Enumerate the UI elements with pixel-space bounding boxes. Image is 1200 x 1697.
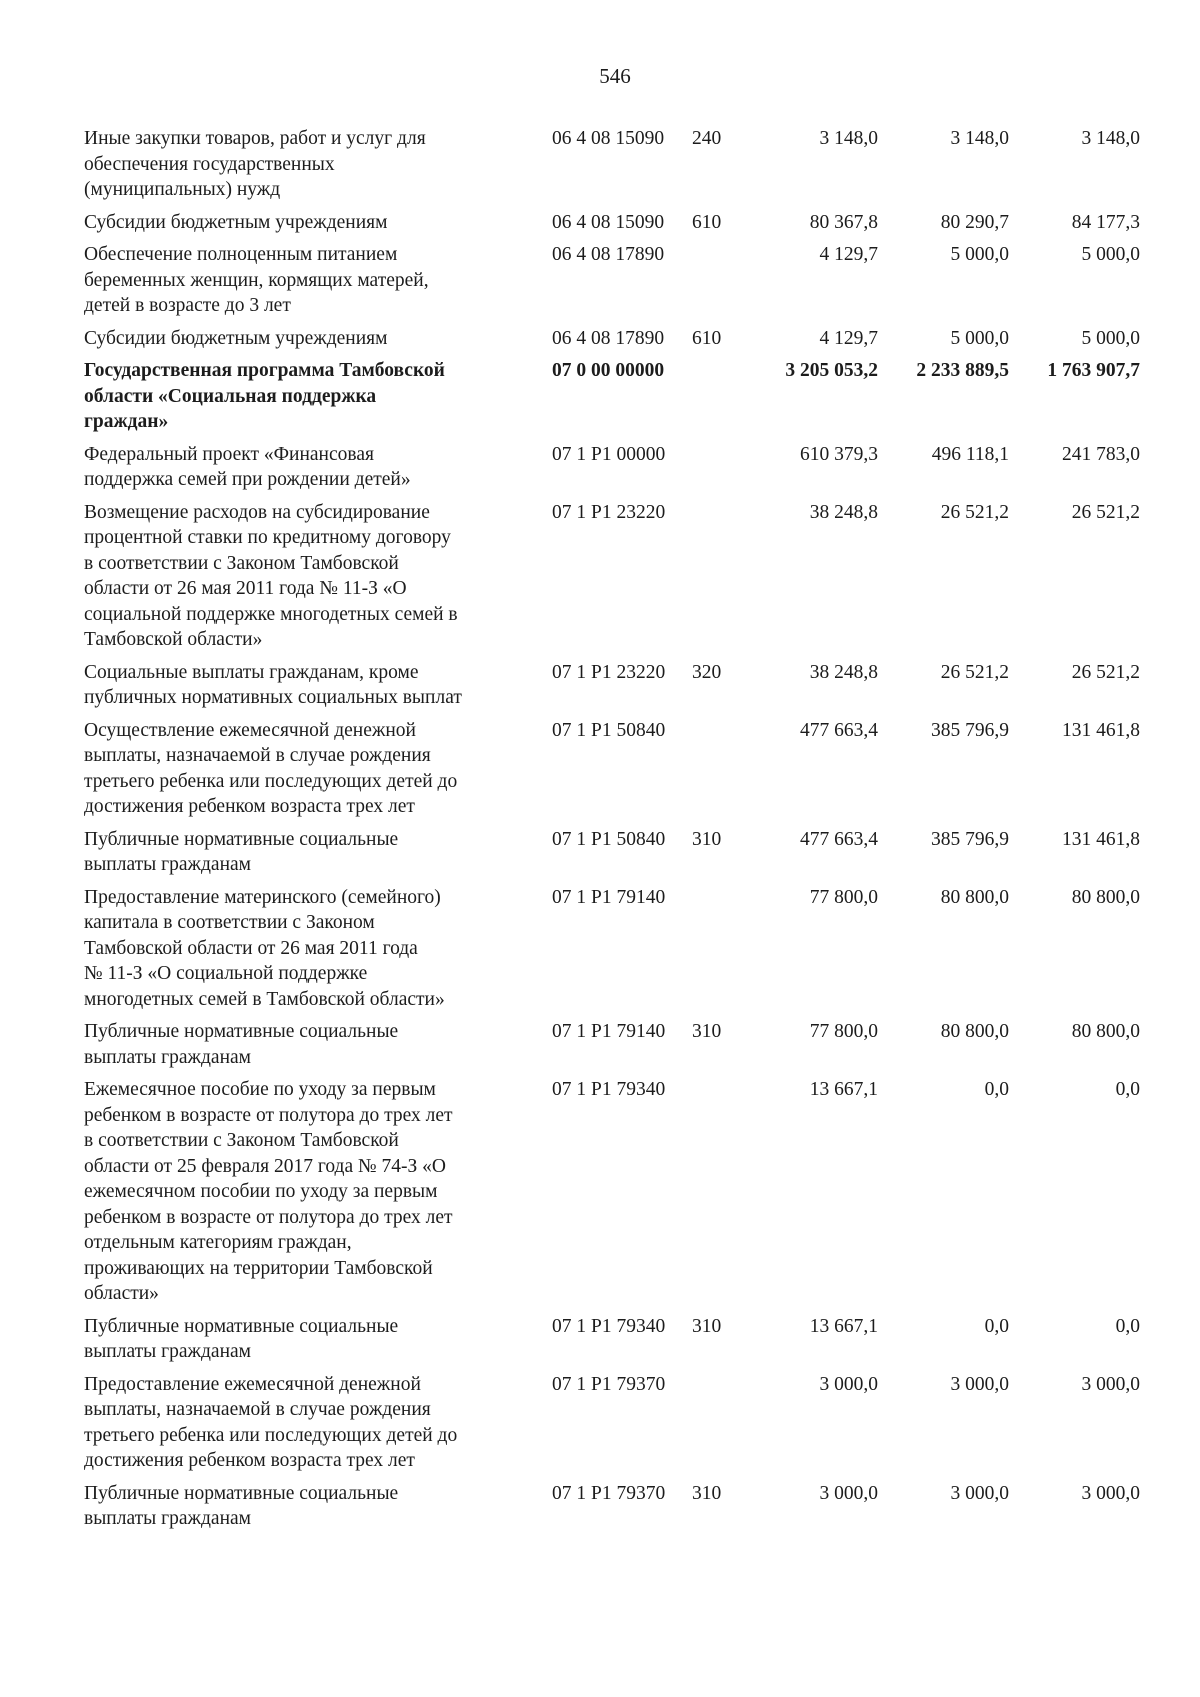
row-expense-type: 310: [692, 1315, 722, 1337]
row-amount-year-1: 38 248,8: [809, 501, 878, 523]
row-target-code: 07 1 P1 79370: [552, 1482, 666, 1504]
row-name: Предоставление ежемесячной денежной выплаты, назначаемой в случае рождения третьего ребенка или последующих детей до достижения ребенком возраста трех лет: [84, 1373, 458, 1471]
row-target-code: 07 0 00 00000: [552, 360, 665, 381]
row-name: Возмещение расходов на субсидирование процентной ставки по кредитному договору в соответствии с Законом Тамбовской области от 26 мая 2011 года № 11-З «О социальной поддержке многодетных семей в Тамбовской области»: [84, 501, 458, 650]
row-expense-type: 310: [692, 1021, 722, 1042]
row-amount-year-1: 3 148,0: [819, 128, 878, 149]
row-name: Публичные нормативные социальные выплаты гражданам: [84, 1315, 399, 1362]
row-amount-year-3: 0,0: [1115, 1079, 1140, 1100]
row-amount-year-2: 2 233 889,5: [916, 360, 1009, 381]
table-row: [84, 1019, 1162, 1070]
row-amount-year-1: 4 129,7: [819, 244, 878, 265]
table-row: [84, 1077, 1162, 1307]
row-name: Социальные выплаты гражданам, кроме публичных нормативных социальных выплат: [84, 661, 462, 708]
table-row: [84, 718, 1162, 820]
row-amount-year-1: 77 800,0: [809, 886, 878, 908]
row-amount-year-2: 3 000,0: [950, 1373, 1009, 1395]
row-expense-type: 240: [692, 128, 722, 149]
table-row: [84, 827, 1162, 878]
row-amount-year-1: 38 248,8: [809, 661, 878, 683]
row-target-code: 07 1 P1 00000: [552, 443, 666, 465]
row-name: Публичные нормативные социальные выплаты гражданам: [84, 828, 399, 875]
row-target-code: 07 1 P1 50840: [552, 719, 666, 741]
row-amount-year-1: 4 129,7: [819, 327, 878, 349]
page-number: 546: [599, 64, 631, 88]
row-amount-year-2: 26 521,2: [940, 501, 1009, 523]
row-amount-year-1: 3 205 053,2: [785, 360, 878, 381]
row-amount-year-3: 131 461,8: [1062, 719, 1140, 741]
row-amount-year-3: 3 000,0: [1081, 1373, 1140, 1395]
row-target-code: 06 4 08 17890: [552, 327, 665, 349]
row-amount-year-3: 26 521,2: [1071, 501, 1140, 523]
row-amount-year-1: 13 667,1: [809, 1315, 878, 1337]
table-row: [84, 242, 1162, 319]
row-name: Субсидии бюджетным учреждениям: [84, 327, 388, 349]
row-amount-year-1: 477 663,4: [800, 828, 878, 850]
row-name: Иные закупки товаров, работ и услуг для обеспечения государственных (муниципальных) нужд: [84, 128, 426, 200]
row-target-code: 06 4 08 17890: [552, 244, 665, 265]
row-amount-year-2: 5 000,0: [950, 327, 1009, 349]
row-name: Федеральный проект «Финансовая поддержка семей при рождении детей»: [84, 443, 411, 490]
row-amount-year-3: 0,0: [1115, 1315, 1140, 1337]
row-target-code: 07 1 P1 50840: [552, 828, 666, 850]
row-amount-year-1: 80 367,8: [809, 211, 878, 233]
row-target-code: 07 1 P1 23220: [552, 501, 666, 523]
row-amount-year-2: 5 000,0: [950, 244, 1009, 265]
row-amount-year-2: 0,0: [984, 1315, 1009, 1337]
row-amount-year-3: 80 800,0: [1071, 886, 1140, 908]
row-amount-year-3: 5 000,0: [1081, 327, 1140, 349]
table-row: [84, 660, 1162, 711]
table-row: [84, 358, 1162, 435]
row-amount-year-2: 80 800,0: [940, 886, 1009, 908]
row-expense-type: 610: [692, 211, 722, 233]
row-target-code: 07 1 P1 79340: [552, 1079, 666, 1100]
row-amount-year-3: 1 763 907,7: [1047, 360, 1140, 381]
row-target-code: 06 4 08 15090: [552, 128, 665, 149]
row-amount-year-1: 610 379,3: [800, 443, 878, 465]
row-name: Обеспечение полноценным питанием беременных женщин, кормящих матерей, детей в возрасте до 3 лет: [84, 244, 429, 316]
row-amount-year-3: 26 521,2: [1071, 661, 1140, 683]
row-target-code: 06 4 08 15090: [552, 211, 665, 233]
row-amount-year-2: 0,0: [984, 1079, 1009, 1100]
row-amount-year-2: 3 148,0: [950, 128, 1009, 149]
table-row: [84, 500, 1162, 653]
table-row: [84, 1314, 1162, 1365]
row-amount-year-2: 385 796,9: [931, 719, 1009, 741]
table-row: [84, 885, 1162, 1013]
row-expense-type: 320: [692, 661, 722, 683]
row-amount-year-2: 80 800,0: [940, 1021, 1009, 1042]
row-amount-year-2: 3 000,0: [950, 1482, 1009, 1504]
row-amount-year-3: 3 000,0: [1081, 1482, 1140, 1504]
row-amount-year-3: 5 000,0: [1081, 244, 1140, 265]
row-amount-year-1: 477 663,4: [800, 719, 878, 741]
row-amount-year-1: 3 000,0: [819, 1482, 878, 1504]
row-expense-type: 310: [692, 1482, 722, 1504]
row-amount-year-3: 131 461,8: [1062, 828, 1140, 850]
row-name: Осуществление ежемесячной денежной выплаты, назначаемой в случае рождения третьего ребенка или последующих детей до достижения ребенком возраста трех лет: [84, 719, 458, 817]
row-expense-type: 610: [692, 327, 722, 349]
row-amount-year-2: 80 290,7: [940, 211, 1009, 233]
table-row: [84, 442, 1162, 493]
row-amount-year-3: 80 800,0: [1071, 1021, 1140, 1042]
row-target-code: 07 1 P1 79140: [552, 886, 666, 908]
row-name: Предоставление материнского (семейного) капитала в соответствии с Законом Тамбовской области от 26 мая 2011 года № 11-З «О социальной поддержке многодетных семей в Тамбовской области»: [84, 886, 445, 1010]
row-target-code: 07 1 P1 23220: [552, 661, 666, 683]
row-name: Ежемесячное пособие по уходу за первым ребенком в возрасте от полутора до трех лет в соответствии с Законом Тамбовской области от 25 февраля 2017 года № 74-З «О ежемесячном пособии по уходу за первым ребенком в возрасте от полутора до трех лет отдельным категориям граждан, проживающих на территории Тамбовской области»: [84, 1079, 453, 1304]
row-amount-year-3: 241 783,0: [1062, 443, 1140, 465]
budget-table: [84, 126, 1162, 1539]
row-amount-year-1: 13 667,1: [809, 1079, 878, 1100]
row-target-code: 07 1 P1 79340: [552, 1315, 666, 1337]
table-row: [84, 326, 1162, 352]
row-target-code: 07 1 P1 79140: [552, 1021, 666, 1042]
row-name: Государственная программа Тамбовской области «Социальная поддержка граждан»: [84, 360, 445, 432]
row-amount-year-1: 3 000,0: [819, 1373, 878, 1395]
table-row: [84, 126, 1162, 203]
row-target-code: 07 1 P1 79370: [552, 1373, 666, 1395]
table-row: [84, 1372, 1162, 1474]
row-amount-year-1: 77 800,0: [809, 1021, 878, 1042]
table-row: [84, 1481, 1162, 1532]
row-amount-year-3: 84 177,3: [1071, 211, 1140, 233]
table-row: [84, 210, 1162, 236]
row-name: Субсидии бюджетным учреждениям: [84, 211, 388, 233]
row-amount-year-2: 496 118,1: [931, 443, 1009, 465]
row-expense-type: 310: [692, 828, 722, 850]
row-amount-year-2: 385 796,9: [931, 828, 1009, 850]
row-amount-year-2: 26 521,2: [940, 661, 1009, 683]
row-name: Публичные нормативные социальные выплаты гражданам: [84, 1482, 399, 1529]
row-name: Публичные нормативные социальные выплаты гражданам: [84, 1021, 399, 1068]
row-amount-year-3: 3 148,0: [1081, 128, 1140, 149]
